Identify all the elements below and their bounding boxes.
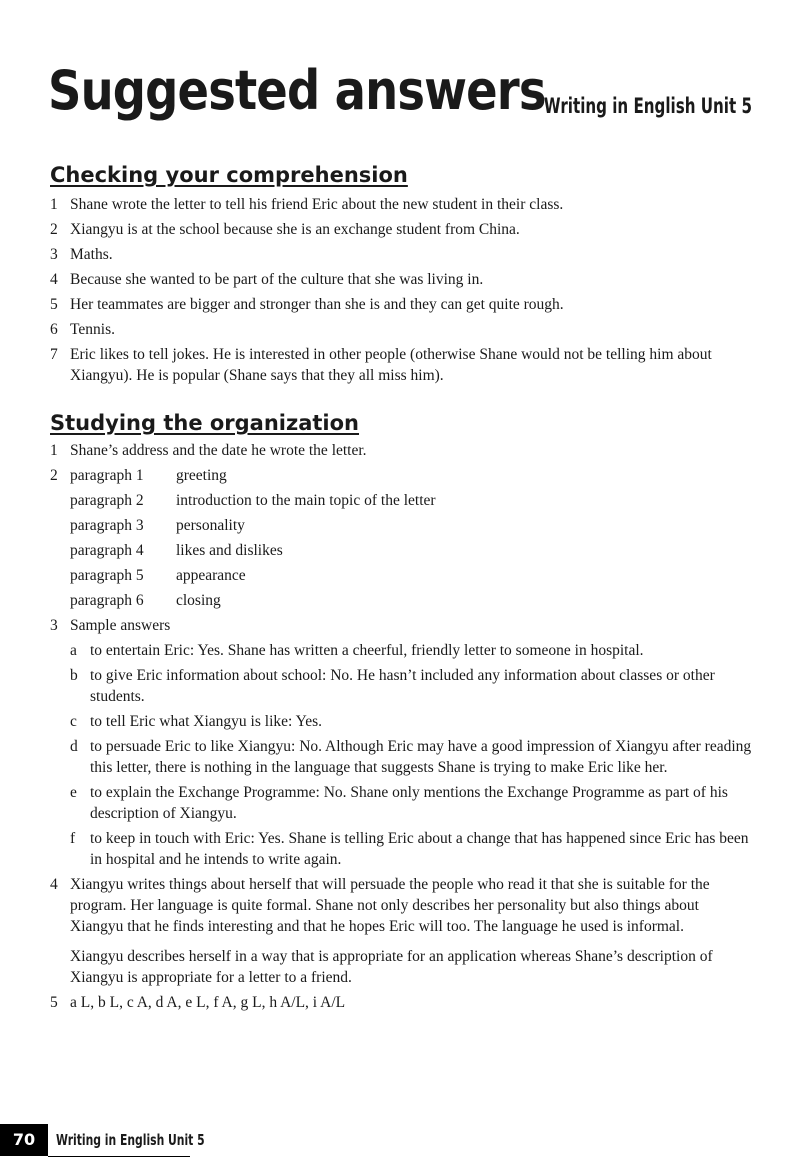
paragraph-row: paragraph 4 likes and dislikes xyxy=(70,542,283,559)
paragraph-row: paragraph 1 greeting xyxy=(70,467,227,484)
list-item: 6 Tennis. xyxy=(50,321,115,338)
paragraph-table: 2 paragraph 1 greeting paragraph 2 introduction to the main topic of the letter paragraph 3 personality paragraph 4 likes and dislikes paragraph 5 appearance paragraph 6 closing xyxy=(50,465,754,611)
footer-label: Writing in English Unit 5 xyxy=(56,1131,205,1149)
paragraph-row: paragraph 2 introduction to the main topic of the letter xyxy=(70,492,436,509)
list-item: 5 a L, b L, c A, d A, e L, f A, g L, h A/L, i A/L xyxy=(50,994,346,1011)
list-item: 3 Maths. xyxy=(50,246,113,263)
list-item: 1 Shane wrote the letter to tell his friend Eric about the new student in their class. xyxy=(50,196,564,213)
sub-item: a to entertain Eric: Yes. Shane has written a cheerful, friendly letter to someone in hospital. xyxy=(70,642,644,659)
list-item: 2 Xiangyu is at the school because she is an exchange student from China. xyxy=(50,221,520,238)
paragraph-row: paragraph 3 personality xyxy=(70,517,245,534)
sub-item: f to keep in touch with Eric: Yes. Shane is telling Eric about a change that has happened since Eric has been in hospital and he intends to write again. xyxy=(70,830,749,868)
page-title: Suggested answers xyxy=(48,59,546,122)
list-item: 4 Xiangyu writes things about herself that will persuade the people who read it that she is suitable for the program. Her language is quite formal. Shane not only describes her personality but also things about Xiangyu that he finds interesting and that he hopes Eric will too. The language he used is informal. Xiangyu describes herself in a way that is appropriate for an application whereas Shane’s description of Xiangyu is appropriate for a letter to a friend. xyxy=(50,876,713,986)
sub-item: e to explain the Exchange Programme: No. Shane only mentions the Exchange Programme as part of his description of Xiangyu. xyxy=(70,784,728,822)
list-item: 1 Shane’s address and the date he wrote the letter. xyxy=(50,442,367,459)
page-number: 70 xyxy=(0,1124,48,1156)
unit-label: Writing in English Unit 5 xyxy=(543,94,752,118)
comprehension-list xyxy=(50,194,754,386)
list-item: 7 Eric likes to tell jokes. He is interested in other people (otherwise Shane would not be telling him about Xiangyu). He is popular (Shane says that they all miss him). xyxy=(50,346,712,384)
footer-rule xyxy=(48,1156,190,1157)
organization-list xyxy=(50,440,754,1013)
sub-item: c to tell Eric what Xiangyu is like: Yes. xyxy=(70,713,323,730)
paragraph-row: paragraph 5 appearance xyxy=(70,567,246,584)
list-item: 5 Her teammates are bigger and stronger than she is and they can get quite rough. xyxy=(50,296,564,313)
sub-item: b to give Eric information about school: No. He hasn’t included any information about classes or other students. xyxy=(70,667,715,705)
paragraph-row: paragraph 6 closing xyxy=(70,592,221,609)
section-heading-organization: Studying the organization xyxy=(50,411,360,435)
section-heading-comprehension: Checking your comprehension xyxy=(50,163,408,187)
list-item: 4 Because she wanted to be part of the culture that she was living in. xyxy=(50,271,484,288)
list-item: 3 Sample answers a to entertain Eric: Yes. Shane has written a cheerful, friendly letter to someone in hospital. b to give Eric information about school: No. He hasn’t included any information about classes or other students. c to tell Eric what Xiangyu is like: Yes. d to persuade Eric to like Xiangyu: No. Although Eric may have a good impression of Xiangyu after reading this letter, there is nothing in the language that suggests Shane is trying to make Eric like her. e to explain the Exchange Programme: No. Shane only mentions the Exchange Programme as part of his description of Xiangyu. f to keep in touch with Eric: Yes. Shane is telling Eric about a change that has happened since Eric has been in hospital and he intends to write again. xyxy=(50,615,754,870)
sub-item: d to persuade Eric to like Xiangyu: No. Although Eric may have a good impression of Xiangyu after reading this letter, there is nothing in the language that suggests Shane is trying to make Eric like her. xyxy=(70,738,752,776)
